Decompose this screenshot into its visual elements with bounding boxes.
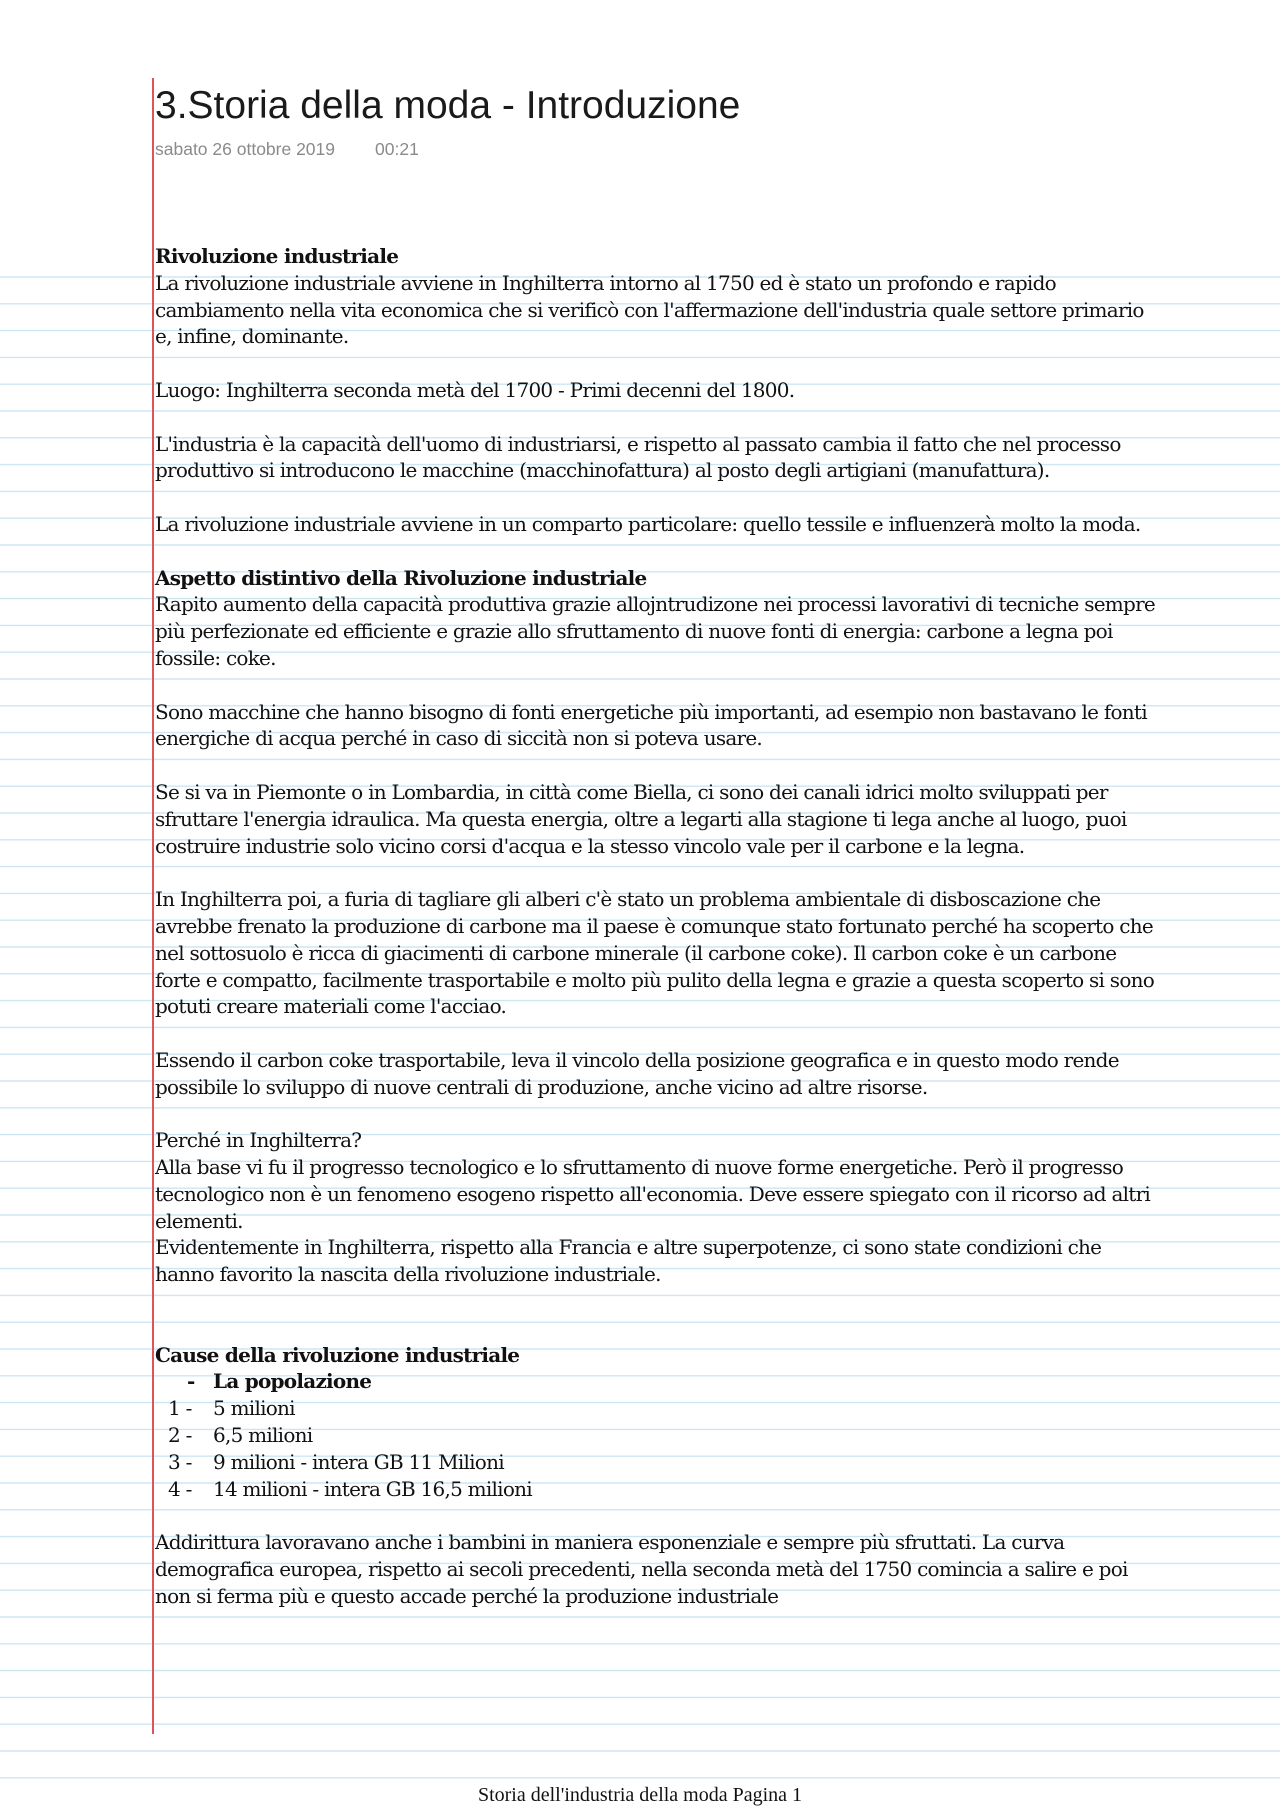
paragraph: Evidentemente in Inghilterra, rispetto alla Francia e altre superpotenze, ci sono state condizioni che hanno favorito la nascita della rivoluzione industriale. xyxy=(155,1235,1102,1287)
margin-line xyxy=(152,78,154,1734)
paragraph: In Inghilterra poi, a furia di tagliare gli alberi c'è stato un problema ambientale di disboscazione che avrebbe frenato la produzione di carbone ma il paese è comunque stato fortunato perché ha scoperto che nel sottosuolo è ricca di giacimenti di carbone minerale (il carbone coke). Il carbon coke è un carbone forte e compatto, facilmente trasportabile e molto più pulito della legna e grazie a questa scoperto si sono potuti creare materiali come l'acciao. xyxy=(155,887,1155,1019)
list-text: 9 milioni - intera GB 11 Milioni xyxy=(213,1449,504,1474)
paragraph: Rapito aumento della capacità produttiva grazie allojntrudizone nei processi lavorativi di tecniche sempre più perfezionate ed efficiente e grazie allo sfruttamento di nuove fonti di energia: carbone a legna poi fossile: coke. xyxy=(155,592,1155,670)
paragraph: Perché in Inghilterra? xyxy=(155,1128,362,1153)
bullet-mark: - xyxy=(187,1369,195,1394)
list-item xyxy=(155,1449,1155,1476)
paragraph: Se si va in Piemonte o in Lombardia, in città come Biella, ci sono dei canali idrici molto sviluppati per sfruttare l'energia idraulica. Ma questa energia, oltre a legarti alla stagione ti lega anche al luogo, puoi costruire industrie solo vicino corsi d'acqua e la stesso vincolo vale per il carbone e la legna. xyxy=(155,779,1127,858)
list-mark: 1 - xyxy=(168,1396,192,1421)
paragraph: Alla base vi fu il progresso tecnologico e lo sfruttamento di nuove forme energetiche. Però il progresso tecnologico non è un fenomeno esogeno rispetto all'economia. Deve essere spiegato con il ricorso ad altri elementi. xyxy=(155,1155,1151,1233)
list-text: 5 milioni xyxy=(213,1396,295,1421)
page-header xyxy=(155,78,740,160)
list-item xyxy=(155,1422,1155,1449)
page-meta xyxy=(155,139,740,160)
page-footer: Storia dell'industria della moda Pagina 1 xyxy=(477,1784,803,1806)
heading-cause: Cause della rivoluzione industriale xyxy=(155,1342,520,1367)
paragraph: La rivoluzione industriale avviene in un comparto particolare: quello tessile e influenzerà molto la moda. xyxy=(155,511,1141,536)
list-item xyxy=(155,1476,1155,1503)
note-content xyxy=(155,243,1155,1610)
list-mark: 2 - xyxy=(168,1423,192,1448)
heading-rivoluzione: Rivoluzione industriale xyxy=(155,244,399,268)
page-title: 3.Storia della moda - Introduzione xyxy=(155,84,741,127)
paragraph: Luogo: Inghilterra seconda metà del 1700 - Primi decenni del 1800. xyxy=(155,377,795,402)
bullet-item xyxy=(155,1368,1155,1395)
paragraph: Sono macchine che hanno bisogno di fonti energetiche più importanti, ad esempio non bastavano le fonti energiche di acqua perché in caso di siccità non si poteva usare. xyxy=(155,699,1147,751)
paragraph: Addirittura lavoravano anche i bambini in maniera esponenziale e sempre più sfruttati. La curva demografica europea, rispetto ai secoli precedenti, nella seconda metà del 1750 comincia a salire e poi non si ferma più e questo accade perché la produzione industriale xyxy=(155,1530,1128,1608)
list-item xyxy=(155,1395,1155,1422)
bullet-text: La popolazione xyxy=(213,1369,372,1394)
page-time: 00:21 xyxy=(375,139,419,159)
heading-aspetto: Aspetto distintivo della Rivoluzione industriale xyxy=(155,565,647,590)
list-mark: 4 - xyxy=(168,1476,192,1501)
page-date: sabato 26 ottobre 2019 xyxy=(155,139,336,159)
paragraph: La rivoluzione industriale avviene in Inghilterra intorno al 1750 ed è stato un profondo e rapido cambiamento nella vita economica che si verificò con l'affermazione dell'industria quale settore primario e, infine, dominante. xyxy=(155,270,1144,349)
paragraph: L'industria è la capacità dell'uomo di industriarsi, e rispetto al passato cambia il fatto che nel processo produttivo si introducono le macchine (macchinofattura) al posto degli artigiani (manufattura). xyxy=(155,431,1121,483)
list-mark: 3 - xyxy=(168,1449,192,1474)
list-text: 6,5 milioni xyxy=(213,1423,313,1448)
list-text: 14 milioni - intera GB 16,5 milioni xyxy=(213,1476,532,1501)
paragraph: Essendo il carbon coke trasportabile, leva il vincolo della posizione geografica e in questo modo rende possibile lo sviluppo di nuove centrali di produzione, anche vicino ad altre risorse. xyxy=(155,1047,1119,1099)
